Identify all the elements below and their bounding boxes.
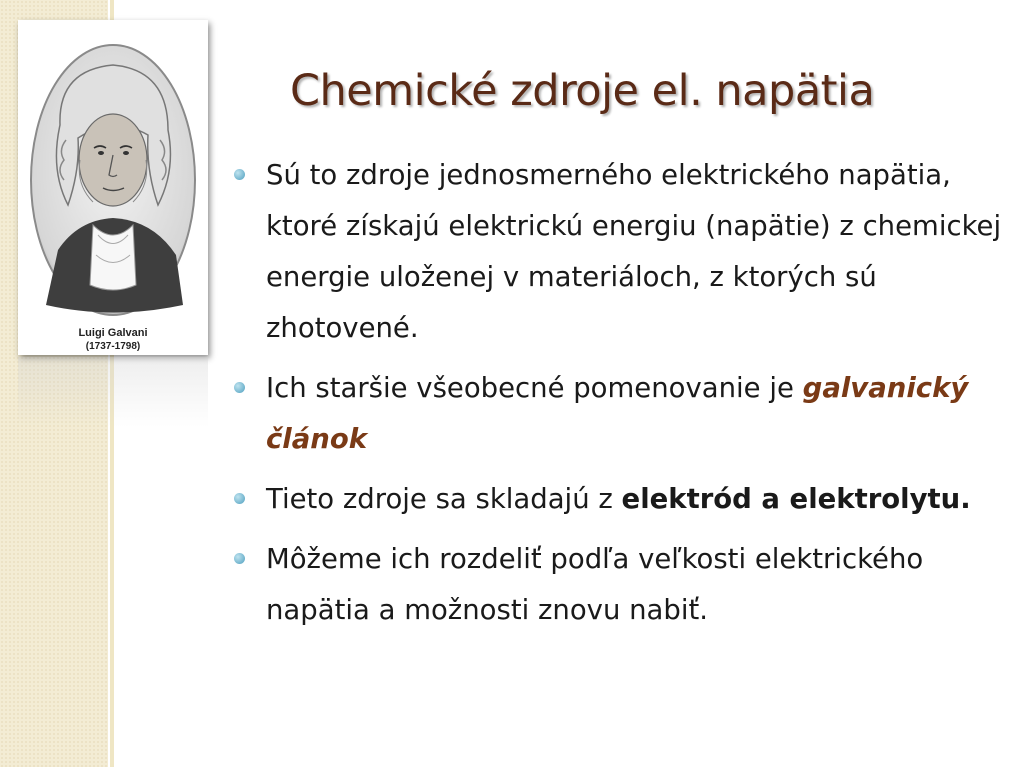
bullet-text: Ich staršie všeobecné pomenovanie je xyxy=(266,372,803,404)
bold-text: elektród a elektrolytu. xyxy=(621,483,971,515)
portrait-image xyxy=(18,20,208,355)
bullet-item xyxy=(230,363,1010,465)
portrait-engraving-icon xyxy=(18,20,208,355)
portrait-reflection xyxy=(18,357,208,427)
bullet-text: Tieto zdroje sa skladajú z xyxy=(266,483,622,515)
bullet-dot-icon xyxy=(234,382,245,393)
bullet-dot-icon xyxy=(234,169,245,180)
bullet-list xyxy=(230,150,1010,645)
bullet-item xyxy=(230,474,1010,525)
bullet-text: Môžeme ich rozdeliť podľa veľkosti elektrického napätia a možnosti znovu nabiť. xyxy=(266,543,924,626)
portrait-caption-years: (1737-1798) xyxy=(85,341,141,352)
bullet-item xyxy=(230,150,1010,354)
bullet-dot-icon xyxy=(234,493,245,504)
bullet-dot-icon xyxy=(234,553,245,564)
term-highlight: galvanický článok xyxy=(266,372,969,455)
portrait-caption-name: Luigi Galvani xyxy=(78,327,148,339)
bullet-text: Sú to zdroje jednosmerného elektrického napätia, ktoré získajú elektrickú energiu (napätie) z chemickej energie uloženej v materiáloch, z ktorých sú zhotovené. xyxy=(266,159,1002,344)
slide-title: Chemické zdroje el. napätia xyxy=(290,66,875,116)
bullet-item xyxy=(230,534,1010,636)
